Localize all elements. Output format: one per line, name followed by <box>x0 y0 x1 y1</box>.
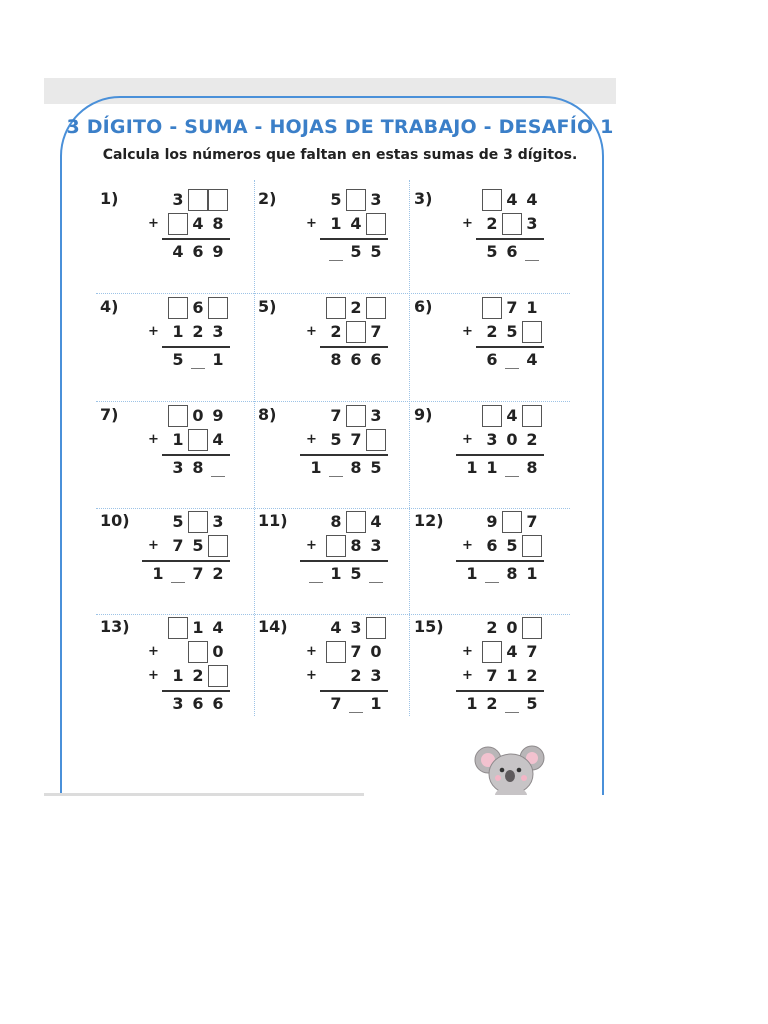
digit: 3 <box>212 322 224 341</box>
missing-digit-box[interactable] <box>168 297 188 319</box>
plus-sign: + <box>306 644 317 659</box>
digit: 2 <box>526 430 538 449</box>
missing-digit-box[interactable] <box>346 321 366 343</box>
missing-digit-box[interactable] <box>208 665 228 687</box>
result-digit: 4 <box>172 242 184 261</box>
sum-line <box>300 560 388 562</box>
digit: 0 <box>370 642 382 661</box>
digit: 3 <box>370 406 382 425</box>
digit: 8 <box>212 214 224 233</box>
plus-sign: + <box>306 324 317 339</box>
result-digit: 9 <box>212 242 224 261</box>
digit: 5 <box>192 536 204 555</box>
missing-digit-box[interactable] <box>522 321 542 343</box>
missing-digit-box[interactable] <box>326 535 346 557</box>
result-digit: 6 <box>370 350 382 369</box>
digit: 3 <box>350 618 362 637</box>
digit: 7 <box>350 430 362 449</box>
missing-digit-box[interactable] <box>188 429 208 451</box>
plus-sign: + <box>462 668 473 683</box>
result-digit: 5 <box>486 242 498 261</box>
digit <box>168 641 188 663</box>
digit: 9 <box>212 406 224 425</box>
missing-digit-box[interactable] <box>208 297 228 319</box>
result-digit: 3 <box>172 694 184 713</box>
result-digit: 1 <box>310 458 322 477</box>
digit: 7 <box>370 322 382 341</box>
missing-digit-box[interactable] <box>366 617 386 639</box>
missing-digit-box[interactable] <box>346 405 366 427</box>
sum-line <box>300 454 388 456</box>
digit: 4 <box>506 190 518 209</box>
digit: 2 <box>350 298 362 317</box>
digit: 2 <box>330 322 342 341</box>
digit: 7 <box>172 536 184 555</box>
sum-line <box>320 238 388 240</box>
sum-line <box>320 346 388 348</box>
result-digit: 6 <box>192 242 204 261</box>
result-digit: 7 <box>192 564 204 583</box>
sum-line <box>476 238 544 240</box>
row-divider <box>96 293 570 294</box>
missing-result-digit[interactable] <box>326 241 346 263</box>
result-digit: 2 <box>212 564 224 583</box>
missing-digit-box[interactable] <box>482 189 502 211</box>
result-digit: 6 <box>212 694 224 713</box>
missing-digit-box[interactable] <box>208 535 228 557</box>
missing-digit-box[interactable] <box>482 641 502 663</box>
digit: 3 <box>370 190 382 209</box>
result-digit: 1 <box>486 458 498 477</box>
sum-line <box>162 238 230 240</box>
missing-result-digit[interactable] <box>188 349 208 371</box>
digit: 8 <box>350 536 362 555</box>
plus-sign: + <box>462 216 473 231</box>
digit <box>326 665 346 687</box>
result-digit: 8 <box>506 564 518 583</box>
row-divider <box>96 401 570 402</box>
sum-line <box>162 690 230 692</box>
digit: 8 <box>330 512 342 531</box>
missing-digit-box[interactable] <box>168 213 188 235</box>
result-digit: 6 <box>486 350 498 369</box>
result-digit: 8 <box>330 350 342 369</box>
result-digit: 1 <box>370 694 382 713</box>
digit: 7 <box>526 642 538 661</box>
digit: 3 <box>370 666 382 685</box>
digit: 5 <box>330 430 342 449</box>
digit: 7 <box>526 512 538 531</box>
sum-line <box>456 454 544 456</box>
missing-digit-box[interactable] <box>208 189 228 211</box>
digit: 5 <box>172 512 184 531</box>
sum-line <box>456 560 544 562</box>
missing-digit-box[interactable] <box>168 405 188 427</box>
result-digit: 3 <box>172 458 184 477</box>
digit: 2 <box>486 618 498 637</box>
problem-number: 10) <box>100 511 130 530</box>
missing-digit-box[interactable] <box>188 189 208 211</box>
missing-result-digit[interactable] <box>482 563 502 585</box>
digit: 4 <box>350 214 362 233</box>
result-digit: 7 <box>330 694 342 713</box>
row-divider <box>96 614 570 615</box>
result-digit: 5 <box>370 242 382 261</box>
problem-number: 5) <box>258 297 277 316</box>
plus-sign: + <box>462 538 473 553</box>
missing-digit-box[interactable] <box>346 189 366 211</box>
result-digit: 1 <box>526 564 538 583</box>
missing-digit-box[interactable] <box>188 641 208 663</box>
sum-line <box>142 560 230 562</box>
missing-result-digit[interactable] <box>502 457 522 479</box>
digit: 5 <box>506 536 518 555</box>
digit: 7 <box>350 642 362 661</box>
problem-number: 15) <box>414 617 444 636</box>
digit: 4 <box>330 618 342 637</box>
missing-digit-box[interactable] <box>188 511 208 533</box>
digit: 3 <box>486 430 498 449</box>
column-divider <box>254 180 255 716</box>
digit: 3 <box>172 190 184 209</box>
sum-line <box>476 346 544 348</box>
digit: 3 <box>212 512 224 531</box>
missing-result-digit[interactable] <box>366 563 386 585</box>
result-digit: 1 <box>330 564 342 583</box>
problem-number: 2) <box>258 189 277 208</box>
sum-line <box>162 346 230 348</box>
missing-digit-box[interactable] <box>502 511 522 533</box>
result-digit: 5 <box>350 242 362 261</box>
digit: 0 <box>506 618 518 637</box>
digit: 7 <box>506 298 518 317</box>
column-divider <box>409 180 410 716</box>
missing-digit-box[interactable] <box>522 405 542 427</box>
missing-digit-box[interactable] <box>366 297 386 319</box>
plus-sign: + <box>306 216 317 231</box>
missing-digit-box[interactable] <box>168 617 188 639</box>
result-digit: 1 <box>466 564 478 583</box>
digit: 1 <box>192 618 204 637</box>
plus-sign: + <box>148 432 159 447</box>
plus-sign: + <box>462 432 473 447</box>
missing-digit-box[interactable] <box>346 511 366 533</box>
missing-result-digit[interactable] <box>522 241 542 263</box>
missing-digit-box[interactable] <box>502 213 522 235</box>
result-digit: 1 <box>152 564 164 583</box>
digit: 1 <box>330 214 342 233</box>
missing-result-digit[interactable] <box>168 563 188 585</box>
problem-number: 8) <box>258 405 277 424</box>
digit: 7 <box>330 406 342 425</box>
result-digit: 2 <box>486 694 498 713</box>
digit: 4 <box>526 190 538 209</box>
sum-line <box>320 690 388 692</box>
result-digit: 5 <box>172 350 184 369</box>
result-digit: 5 <box>526 694 538 713</box>
digit: 2 <box>192 666 204 685</box>
worksheet-instructions: Calcula los números que faltan en estas sumas de 3 dígitos. <box>102 147 578 163</box>
missing-digit-box[interactable] <box>366 429 386 451</box>
result-digit: 5 <box>370 458 382 477</box>
digit: 4 <box>506 642 518 661</box>
row-divider <box>96 508 570 509</box>
sum-line <box>456 690 544 692</box>
plus-sign: + <box>148 668 159 683</box>
missing-digit-box[interactable] <box>482 297 502 319</box>
problem-number: 3) <box>414 189 433 208</box>
missing-digit-box[interactable] <box>482 405 502 427</box>
result-digit: 6 <box>192 694 204 713</box>
result-digit: 6 <box>506 242 518 261</box>
problem-number: 7) <box>100 405 119 424</box>
missing-result-digit[interactable] <box>208 457 228 479</box>
worksheet-title: 3 DÍGITO - SUMA - HOJAS DE TRABAJO - DESAFÍO 1 <box>66 116 614 138</box>
result-digit: 1 <box>212 350 224 369</box>
digit: 6 <box>486 536 498 555</box>
digit: 1 <box>172 322 184 341</box>
missing-digit-box[interactable] <box>522 535 542 557</box>
plus-sign: + <box>148 538 159 553</box>
digit: 1 <box>172 666 184 685</box>
result-digit: 8 <box>192 458 204 477</box>
result-digit: 6 <box>350 350 362 369</box>
result-digit: 1 <box>466 694 478 713</box>
result-digit: 4 <box>526 350 538 369</box>
missing-digit-box[interactable] <box>366 213 386 235</box>
digit: 2 <box>192 322 204 341</box>
problem-number: 4) <box>100 297 119 316</box>
missing-result-digit[interactable] <box>346 693 366 715</box>
plus-sign: + <box>148 216 159 231</box>
digit: 3 <box>526 214 538 233</box>
missing-result-digit[interactable] <box>502 349 522 371</box>
plus-sign: + <box>148 324 159 339</box>
digit: 0 <box>212 642 224 661</box>
problem-number: 13) <box>100 617 130 636</box>
digit: 1 <box>172 430 184 449</box>
digit: 5 <box>330 190 342 209</box>
digit: 2 <box>350 666 362 685</box>
problem-number: 12) <box>414 511 444 530</box>
result-digit: 1 <box>466 458 478 477</box>
digit: 3 <box>370 536 382 555</box>
missing-digit-box[interactable] <box>326 297 346 319</box>
digit: 0 <box>506 430 518 449</box>
plus-sign: + <box>148 644 159 659</box>
digit: 1 <box>526 298 538 317</box>
problem-number: 6) <box>414 297 433 316</box>
digit: 4 <box>370 512 382 531</box>
digit: 4 <box>506 406 518 425</box>
plus-sign: + <box>306 668 317 683</box>
problem-number: 14) <box>258 617 288 636</box>
plus-sign: + <box>462 324 473 339</box>
plus-sign: + <box>306 538 317 553</box>
digit: 0 <box>192 406 204 425</box>
bottom-scrollbar-strip <box>44 793 364 796</box>
digit: 6 <box>192 298 204 317</box>
missing-digit-box[interactable] <box>522 617 542 639</box>
digit: 2 <box>526 666 538 685</box>
digit: 4 <box>192 214 204 233</box>
problem-number: 11) <box>258 511 288 530</box>
sum-line <box>162 454 230 456</box>
digit: 4 <box>212 618 224 637</box>
digit: 2 <box>486 322 498 341</box>
missing-result-digit[interactable] <box>306 563 326 585</box>
result-digit: 5 <box>350 564 362 583</box>
result-digit: 8 <box>350 458 362 477</box>
problem-number: 1) <box>100 189 119 208</box>
koala-icon <box>474 740 548 795</box>
plus-sign: + <box>462 644 473 659</box>
problem-number: 9) <box>414 405 433 424</box>
missing-result-digit[interactable] <box>326 457 346 479</box>
digit: 9 <box>486 512 498 531</box>
result-digit: 8 <box>526 458 538 477</box>
digit: 2 <box>486 214 498 233</box>
missing-digit-box[interactable] <box>326 641 346 663</box>
digit: 5 <box>506 322 518 341</box>
plus-sign: + <box>306 432 317 447</box>
digit: 4 <box>212 430 224 449</box>
digit: 1 <box>506 666 518 685</box>
missing-result-digit[interactable] <box>502 693 522 715</box>
digit: 7 <box>486 666 498 685</box>
